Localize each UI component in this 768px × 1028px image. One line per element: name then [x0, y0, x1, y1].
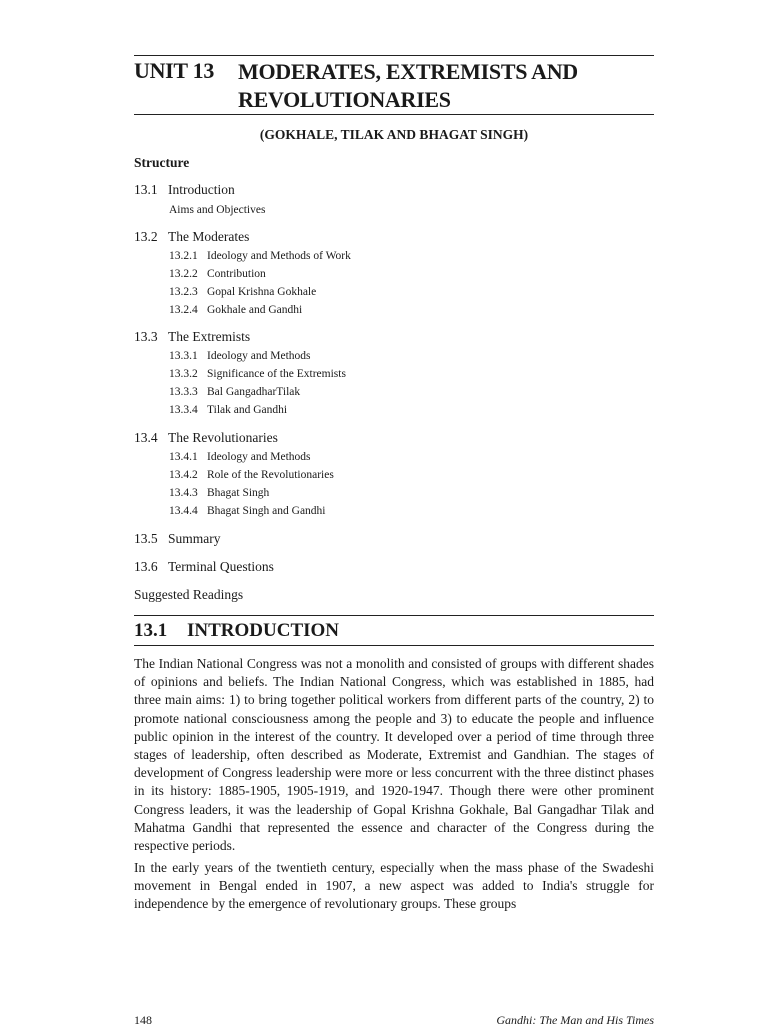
toc-subitem-label: Bal GangadharTilak: [207, 386, 301, 398]
toc-item-label: Introduction: [168, 182, 235, 197]
unit-number: UNIT 13: [134, 58, 215, 83]
toc-subitem[interactable]: [169, 304, 302, 316]
toc-subitem-number: 13.3.2: [169, 368, 198, 380]
toc-subitem-number: 13.4.2: [169, 469, 198, 481]
toc-subitem-number: 13.2.2: [169, 268, 198, 280]
page-number: 148: [134, 1013, 152, 1027]
toc-item-revolutionaries[interactable]: [134, 430, 278, 446]
toc-subitem[interactable]: [169, 469, 334, 481]
toc-subitem[interactable]: [169, 404, 287, 416]
section-title: INTRODUCTION: [187, 620, 340, 641]
toc-subitem-number: 13.3.4: [169, 404, 198, 416]
toc-subitem[interactable]: [169, 268, 266, 280]
toc-subitem[interactable]: [169, 451, 310, 463]
toc-subitem-number: 13.2.4: [169, 304, 198, 316]
toc-item-extremists[interactable]: [134, 329, 250, 345]
unit-title-line-2: REVOLUTIONARIES: [238, 87, 451, 112]
paragraph: In the early years of the twentieth century, especially when the mass phase of the Swadeshi movement in Bengal ended in 1907, a new aspect was added to India's struggle for independence by the emergence of revolutionary groups. These groups: [134, 860, 654, 912]
unit-title: [238, 58, 658, 114]
toc-item-moderates[interactable]: [134, 229, 249, 245]
toc-subitem[interactable]: [169, 350, 310, 362]
toc-subitem-label: Ideology and Methods of Work: [207, 250, 351, 262]
toc-subitem-aims[interactable]: [169, 204, 265, 216]
toc-item-label: The Extremists: [168, 329, 251, 344]
toc-item-number: 13.6: [134, 559, 158, 574]
toc-item-number: 13.4: [134, 430, 158, 445]
toc-item-number: 13.2: [134, 229, 158, 244]
toc-subitem-number: 13.4.4: [169, 505, 198, 517]
toc-subitem[interactable]: [169, 286, 316, 298]
toc-item-summary[interactable]: [134, 531, 221, 547]
toc-item-number: 13.1: [134, 182, 158, 197]
toc-item-label: Suggested Readings: [134, 587, 244, 602]
section-bottom-rule: [134, 645, 654, 646]
toc-subitem-number: 13.2.3: [169, 286, 198, 298]
toc-subitem-label: Gokhale and Gandhi: [207, 304, 303, 316]
toc-subitem-label: Significance of the Extremists: [207, 368, 346, 380]
structure-heading: Structure: [134, 155, 190, 170]
toc-subitem[interactable]: [169, 368, 346, 380]
toc-subitem-label: Bhagat Singh: [207, 487, 270, 499]
toc-subitem-label: Bhagat Singh and Gandhi: [207, 505, 326, 517]
toc-subitem-label: Tilak and Gandhi: [207, 404, 288, 416]
toc-subitem-label: Role of the Revolutionaries: [207, 469, 334, 481]
toc-subitem-label: Aims and Objectives: [169, 204, 266, 216]
toc-subitem-label: Gopal Krishna Gokhale: [207, 286, 317, 298]
toc-item-label: The Revolutionaries: [168, 430, 278, 445]
running-footer-title: Gandhi: The Man and His Times: [496, 1013, 654, 1027]
toc-subitem[interactable]: [169, 487, 269, 499]
toc-subitem-label: Ideology and Methods: [207, 451, 311, 463]
toc-subitem-number: 13.4.3: [169, 487, 198, 499]
toc-subitem-number: 13.2.1: [169, 250, 198, 262]
toc-item-introduction[interactable]: [134, 182, 235, 198]
unit-title-line-1: MODERATES, EXTREMISTS AND: [238, 59, 578, 84]
toc-subitem-number: 13.3.3: [169, 386, 198, 398]
toc-subitem-number: 13.3.1: [169, 350, 198, 362]
unit-subtitle: (GOKHALE, TILAK AND BHAGAT SINGH): [259, 127, 529, 142]
toc-item-label: Summary: [168, 531, 221, 546]
toc-item-suggested-readings[interactable]: [134, 587, 243, 603]
toc-subitem-number: 13.4.1: [169, 451, 198, 463]
paragraph: The Indian National Congress was not a monolith and consisted of groups with different shades of opinions and beliefs. The Indian National Congress, which was established in 1885, had three main aims: 1) to bring together political workers from different parts of the country, 2) to promote national consciousness among the people and 3) to educate the people and influence public opinion in the interest of the country. It developed over a period of time through three stages of leadership, often described as Moderate, Extremist and Gandhian. The stages of development of Congress leadership were more or less concurrent with the three distinct phases in its history: 1885-1905, 1905-1919, and 1920-1947. Though there were other prominent Congress leaders, it was the leadership of Gopal Krishna Gokhale, Bal Gangadhar Tilak and Mahatma Gandhi that represented the essence and character of the Congress during the respective periods.: [134, 656, 654, 854]
top-rule: [134, 55, 654, 56]
toc-subitem[interactable]: [169, 250, 351, 262]
toc-item-label: The Moderates: [168, 229, 250, 244]
toc-item-label: Terminal Questions: [168, 559, 274, 574]
section-top-rule: [134, 615, 654, 616]
toc-subitem-label: Contribution: [207, 268, 266, 280]
toc-subitem[interactable]: [169, 505, 326, 517]
toc-subitem-label: Ideology and Methods: [207, 350, 311, 362]
section-heading: [134, 620, 339, 642]
toc-item-number: 13.3: [134, 329, 158, 344]
toc-subitem[interactable]: [169, 386, 300, 398]
toc-item-terminal-questions[interactable]: [134, 559, 274, 575]
header-bottom-rule: [134, 114, 654, 115]
section-number: 13.1: [134, 620, 168, 641]
toc-item-number: 13.5: [134, 531, 158, 546]
